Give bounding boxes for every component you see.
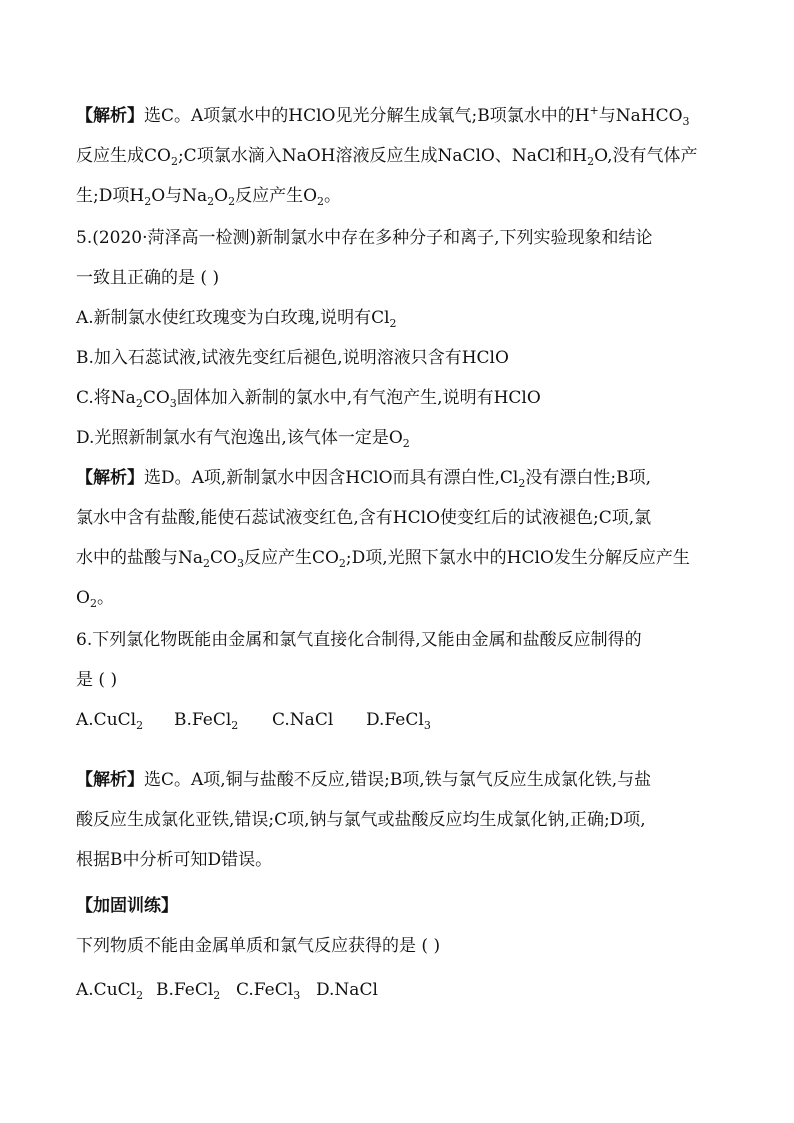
q6-option-c: C.NaCl [272,710,334,730]
q5-analysis-line-1: 【解析】选D。A项,新制氯水中因含HClO而具有漂白性$,Cl_2$没有漂白性;B项, [76,468,651,490]
q5-option-b: B.加入石蕊试液,试液先变红后褪色,说明溶液只含有HClO [76,348,509,368]
reinforce-heading: 【加固训练】 [76,896,178,916]
analysis-tag: 【解析】 [76,106,144,126]
q5-analysis-line-4: $O_2$。 [76,588,114,610]
q6-stem-line-2: 是 ( ) [76,670,118,690]
q5-stem-line-1: 5.(2020·菏泽高一检测)新制氯水中存在多种分子和离子,下列实验现象和结论 [76,228,653,248]
reinforce-options [76,978,726,1002]
reinforce-option-b: B.FeCl$_2$ [156,980,221,1002]
q4-analysis-line-1: 【解析】选C。A项氯水中的HClO见光分解生成氧气;B项氯水中的H+与NaHCO$_3$ [76,104,690,128]
q4-analysis-line-3: 生;D项$H_2O$与$Na_2O_2$反应产生$O_2$。 [76,186,342,208]
analysis-tag: 【解析】 [76,770,144,790]
reinforce-option-d: D.NaCl [316,980,378,1000]
q6-option-d: D.FeCl$_3$ [366,710,431,732]
analysis-tag: 【解析】 [76,468,144,488]
q4-analysis-line-2: 反应生成$CO_2;C$项氯水滴入NaOH溶液反应生成NaClO、NaCl和$H_2O$,没有气体产 [76,146,698,168]
q5-analysis-line-2: 氯水中含有盐酸,能使石蕊试液变红色,含有HClO使变红后的试液褪色;C项,氯 [76,508,652,528]
q5-stem-line-2: 一致且正确的是 ( ) [76,268,220,288]
q5-option-a: A.新制氯水使红玫瑰变为白玫瑰,说明有$Cl_2$ [76,308,397,330]
q6-option-b: B.FeCl$_2$ [174,710,239,732]
q6-analysis-line-1: 【解析】选C。A项,铜与盐酸不反应,错误;B项,铁与氯气反应生成氯化铁,与盐 [76,770,652,790]
q6-options [76,708,726,732]
reinforce-option-c: C.FeCl$_3$ [236,980,301,1002]
q6-analysis-line-2: 酸反应生成氯化亚铁,错误;C项,钠与氯气或盐酸反应均生成氯化钠,正确;D项, [76,810,646,830]
reinforce-option-a: A.CuCl$_2$ [76,980,144,1002]
q5-option-c: C.将$Na_2CO_3$固体加入新制的氯水中,有气泡产生,说明有HClO [76,388,541,410]
reinforce-stem: 下列物质不能由金属单质和氯气反应获得的是 ( ) [76,936,441,956]
q5-analysis-line-3: 水中的盐酸与$Na_2CO_3$反应产生$CO_2;D$项,光照下氯水中的HClO发生分解反应产生 [76,548,690,570]
q6-stem-line-1: 6.下列氯化物既能由金属和氯气直接化合制得,又能由金属和盐酸反应制得的 [76,630,642,650]
q6-option-a: A.CuCl$_2$ [76,710,144,732]
q6-analysis-line-3: 根据B中分析可知D错误。 [76,850,273,870]
q5-option-d: D.光照新制氯水有气泡逸出,该气体一定是$O_2$ [76,428,410,450]
